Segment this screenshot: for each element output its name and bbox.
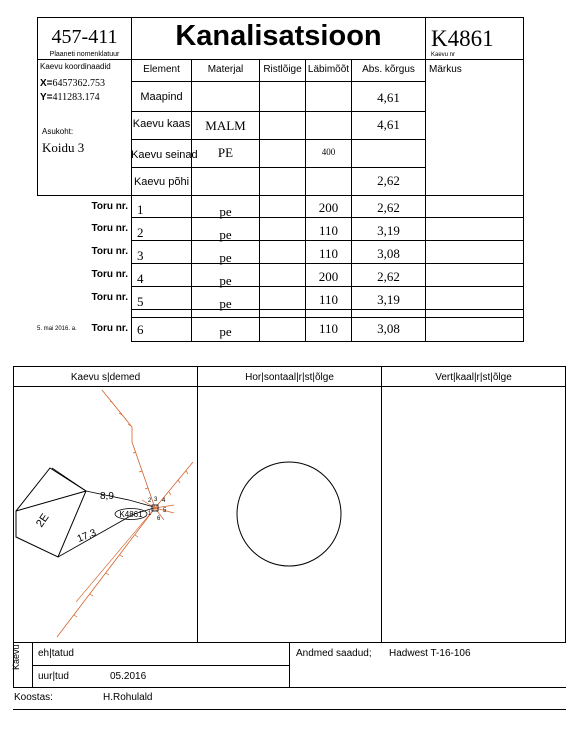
source-label: Andmed saadud; bbox=[296, 648, 372, 659]
pipe-label: Toru nr. bbox=[91, 292, 128, 303]
pipe-diameter: 110 bbox=[318, 292, 339, 307]
well-circle bbox=[237, 462, 341, 566]
abs-height: 4,61 bbox=[377, 90, 400, 105]
element-name: Kaevu kaas bbox=[132, 118, 191, 130]
pipe-number: 1 bbox=[137, 202, 144, 217]
pipe-abs-height: 3,19 bbox=[377, 292, 400, 307]
pipe-number-label: 6 bbox=[157, 516, 161, 522]
building-outline bbox=[16, 468, 86, 557]
pipe-line bbox=[155, 462, 193, 508]
page-title: Kanalisatsioon bbox=[175, 20, 382, 52]
built-label: eh|tatud bbox=[38, 648, 74, 659]
horizontal-section bbox=[198, 387, 381, 642]
building-outline-2 bbox=[16, 491, 86, 511]
col-diameter: Läbimõõt bbox=[307, 64, 350, 75]
distance-label: 8,9 bbox=[100, 491, 114, 502]
pipe-line bbox=[57, 508, 155, 637]
pipe-material: pe bbox=[219, 204, 232, 219]
pipe-material: pe bbox=[219, 227, 232, 242]
pipe-number-label: 5 bbox=[163, 508, 167, 514]
pipe-abs-height: 3,08 bbox=[377, 246, 400, 261]
pipe-abs-height: 3,19 bbox=[377, 223, 400, 238]
pipe-number-label: 2 bbox=[148, 498, 152, 504]
col-cross-section: Ristlõige bbox=[263, 64, 302, 75]
surveyed-date: 05.2016 bbox=[110, 671, 147, 682]
material: PE bbox=[217, 145, 234, 160]
col-remarks: Märkus bbox=[429, 64, 462, 75]
pipe-label: Toru nr. bbox=[91, 223, 128, 234]
pipe-number: 5 bbox=[137, 294, 144, 309]
pipe-material: pe bbox=[219, 250, 232, 265]
abs-height: 2,62 bbox=[377, 173, 400, 188]
pipe-label: Toru nr. bbox=[91, 201, 128, 212]
pipe-number: 3 bbox=[137, 248, 144, 263]
author-value: H.Rohulald bbox=[103, 692, 153, 703]
coords-label: Kaevu koordinaadid bbox=[40, 62, 111, 71]
pipe-label: Toru nr. bbox=[91, 269, 128, 280]
plan-sketch bbox=[14, 387, 197, 642]
well-number: K4861 bbox=[431, 26, 494, 51]
element-name: Kaevu seinad bbox=[131, 149, 198, 161]
plan-code: 457-411 bbox=[51, 26, 118, 48]
col-abs-height: Abs. kõrgus bbox=[362, 64, 415, 75]
well-tag: K4861 bbox=[119, 510, 143, 519]
site-value: Koidu 3 bbox=[42, 140, 85, 155]
pipe-diameter: 110 bbox=[318, 246, 339, 261]
site-label: Asukoht: bbox=[42, 127, 74, 136]
col-element: Element bbox=[143, 64, 180, 75]
panel-title-horizontal: Hor|sontaal|r|st|õlge bbox=[245, 372, 334, 383]
pipe-number: 4 bbox=[137, 271, 144, 286]
pipe-line bbox=[76, 508, 155, 602]
panel-title-vertical: Vert|kaal|r|st|õlge bbox=[435, 372, 512, 383]
building-label: 2E bbox=[34, 511, 52, 530]
element-name: Maapind bbox=[140, 91, 183, 103]
date-note: 5. mai 2016. a. bbox=[37, 326, 77, 332]
pipe-material: pe bbox=[219, 273, 232, 288]
pipe-abs-height: 2,62 bbox=[377, 269, 400, 284]
material: MALM bbox=[205, 118, 246, 133]
pipe-number: 2 bbox=[137, 225, 144, 240]
pipe-material: pe bbox=[219, 324, 232, 339]
distance-label: 17,3 bbox=[75, 527, 98, 545]
pipe-number: 6 bbox=[137, 322, 144, 337]
surveyed-label: uur|tud bbox=[38, 671, 69, 682]
pipe-diameter: 110 bbox=[318, 321, 339, 336]
author-label: Koostas: bbox=[14, 692, 53, 703]
pipe-diameter: 200 bbox=[318, 200, 339, 215]
well-side-label: Kaevu bbox=[11, 644, 21, 670]
pipe-label: Toru nr. bbox=[91, 246, 128, 257]
pipe-material: pe bbox=[219, 296, 232, 311]
pipe-label: Toru nr. bbox=[91, 323, 128, 334]
pipe-diameter: 110 bbox=[318, 223, 339, 238]
y-coordinate: Y=411283.174 bbox=[40, 92, 100, 103]
source-value: Hadwest T-16-106 bbox=[389, 648, 471, 659]
abs-height: 4,61 bbox=[377, 117, 400, 132]
well-number-caption: Kaevu nr bbox=[431, 52, 456, 58]
diameter: 400 bbox=[321, 147, 336, 157]
x-coordinate: X=6457362.753 bbox=[40, 78, 106, 89]
panel-title-plan: Kaevu s|demed bbox=[70, 372, 141, 383]
pipe-abs-height: 3,08 bbox=[377, 321, 400, 336]
element-name: Kaevu põhi bbox=[133, 176, 190, 188]
pipe-diameter: 200 bbox=[318, 269, 339, 284]
pipe-number-label: 1 bbox=[148, 511, 152, 517]
col-material: Materjal bbox=[207, 64, 244, 75]
plan-code-caption: Plaaneti nomenklatuur bbox=[49, 51, 120, 58]
pipe-abs-height: 2,62 bbox=[377, 200, 400, 215]
pipe-number-label: 3 bbox=[154, 497, 158, 503]
pipe-number-label: 4 bbox=[162, 498, 166, 504]
